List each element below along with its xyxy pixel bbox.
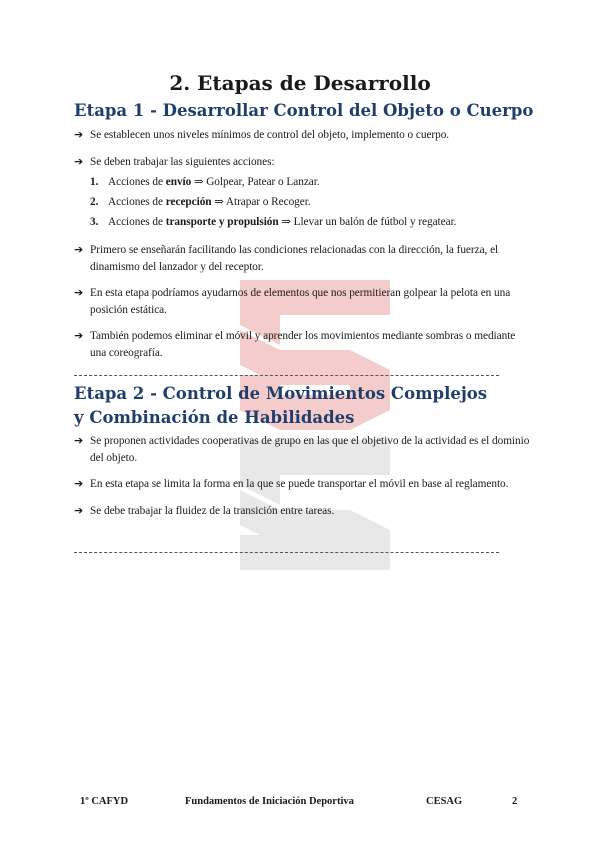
section-1-list <box>74 127 534 371</box>
list-item: ➔ También podemos eliminar el móvil y aprender los movimientos mediante sombras o mediante una coreografía. <box>74 329 516 359</box>
page-title: 2. Etapas de Desarrollo <box>169 71 431 95</box>
arrow-right-icon: ➔ <box>74 128 84 141</box>
list-item: ➔ Se establecen unos niveles mínimos de control del objeto, implemento o cuerpo. <box>74 127 534 144</box>
list-item: ➔ Se debe trabajar la fluidez de la transición entre tareas. <box>74 503 534 520</box>
page-number: 2 <box>512 796 518 807</box>
arrow-right-icon: ➔ <box>74 434 84 447</box>
action-item: 1. Acciones de envío ⇒ Golpear, Patear o Lanzar. <box>90 176 320 188</box>
section-2-heading: Etapa 2 - Control de Movimientos Complejos y Combinación de Habilidades <box>74 384 488 427</box>
arrow-right-icon: ➔ <box>74 477 84 490</box>
section-divider <box>74 375 499 376</box>
arrow-right-icon: ➔ <box>74 154 84 168</box>
list-item: ➔ En esta etapa podríamos ayudarnos de elementos que nos permitieran golpear la pelota en una posición estática. <box>74 286 511 316</box>
section-1-heading: Etapa 1 - Desarrollar Control del Objeto o Cuerpo <box>74 101 534 120</box>
list-item: ➔ En esta etapa se limita la forma en la que se puede transportar el móvil en base al reglamento. <box>74 476 534 493</box>
arrow-right-icon: ➔ <box>74 243 84 256</box>
actions-list <box>90 172 534 232</box>
arrow-right-icon: ➔ <box>74 503 84 517</box>
list-item: ➔ Primero se enseñarán facilitando las condiciones relacionadas con la dirección, la fuerza, el dinamismo del lanzador y del receptor. <box>74 243 499 273</box>
action-item: 3. Acciones de transporte y propulsión ⇒ Llevar un balón de fútbol y regatear. <box>90 216 457 228</box>
section-2-list <box>74 433 534 529</box>
arrow-right-icon: ➔ <box>74 286 84 299</box>
list-item: ➔ Se deben trabajar las siguientes acciones: 1. Acciones de envío ⇒ Golpear, Patear o Lanzar. 2. Acciones de recepción ⇒ Atrapar o Recoger. 3. Acciones de transporte y propulsión ⇒ Llevar un balón de fútbol y regatear. <box>74 154 534 233</box>
footer-course: 1º CAFYD <box>80 796 129 807</box>
list-item: ➔ Se proponen actividades cooperativas de grupo en las que el objetivo de la actividad es el dominio del objeto. <box>74 434 530 464</box>
footer-school: CESAG <box>426 796 463 807</box>
action-item: 2. Acciones de recepción ⇒ Atrapar o Recoger. <box>90 196 311 208</box>
arrow-right-icon: ➔ <box>74 329 84 342</box>
footer-subject: Fundamentos de Iniciación Deportiva <box>185 796 354 807</box>
page-footer <box>80 796 520 812</box>
section-divider <box>74 552 499 553</box>
